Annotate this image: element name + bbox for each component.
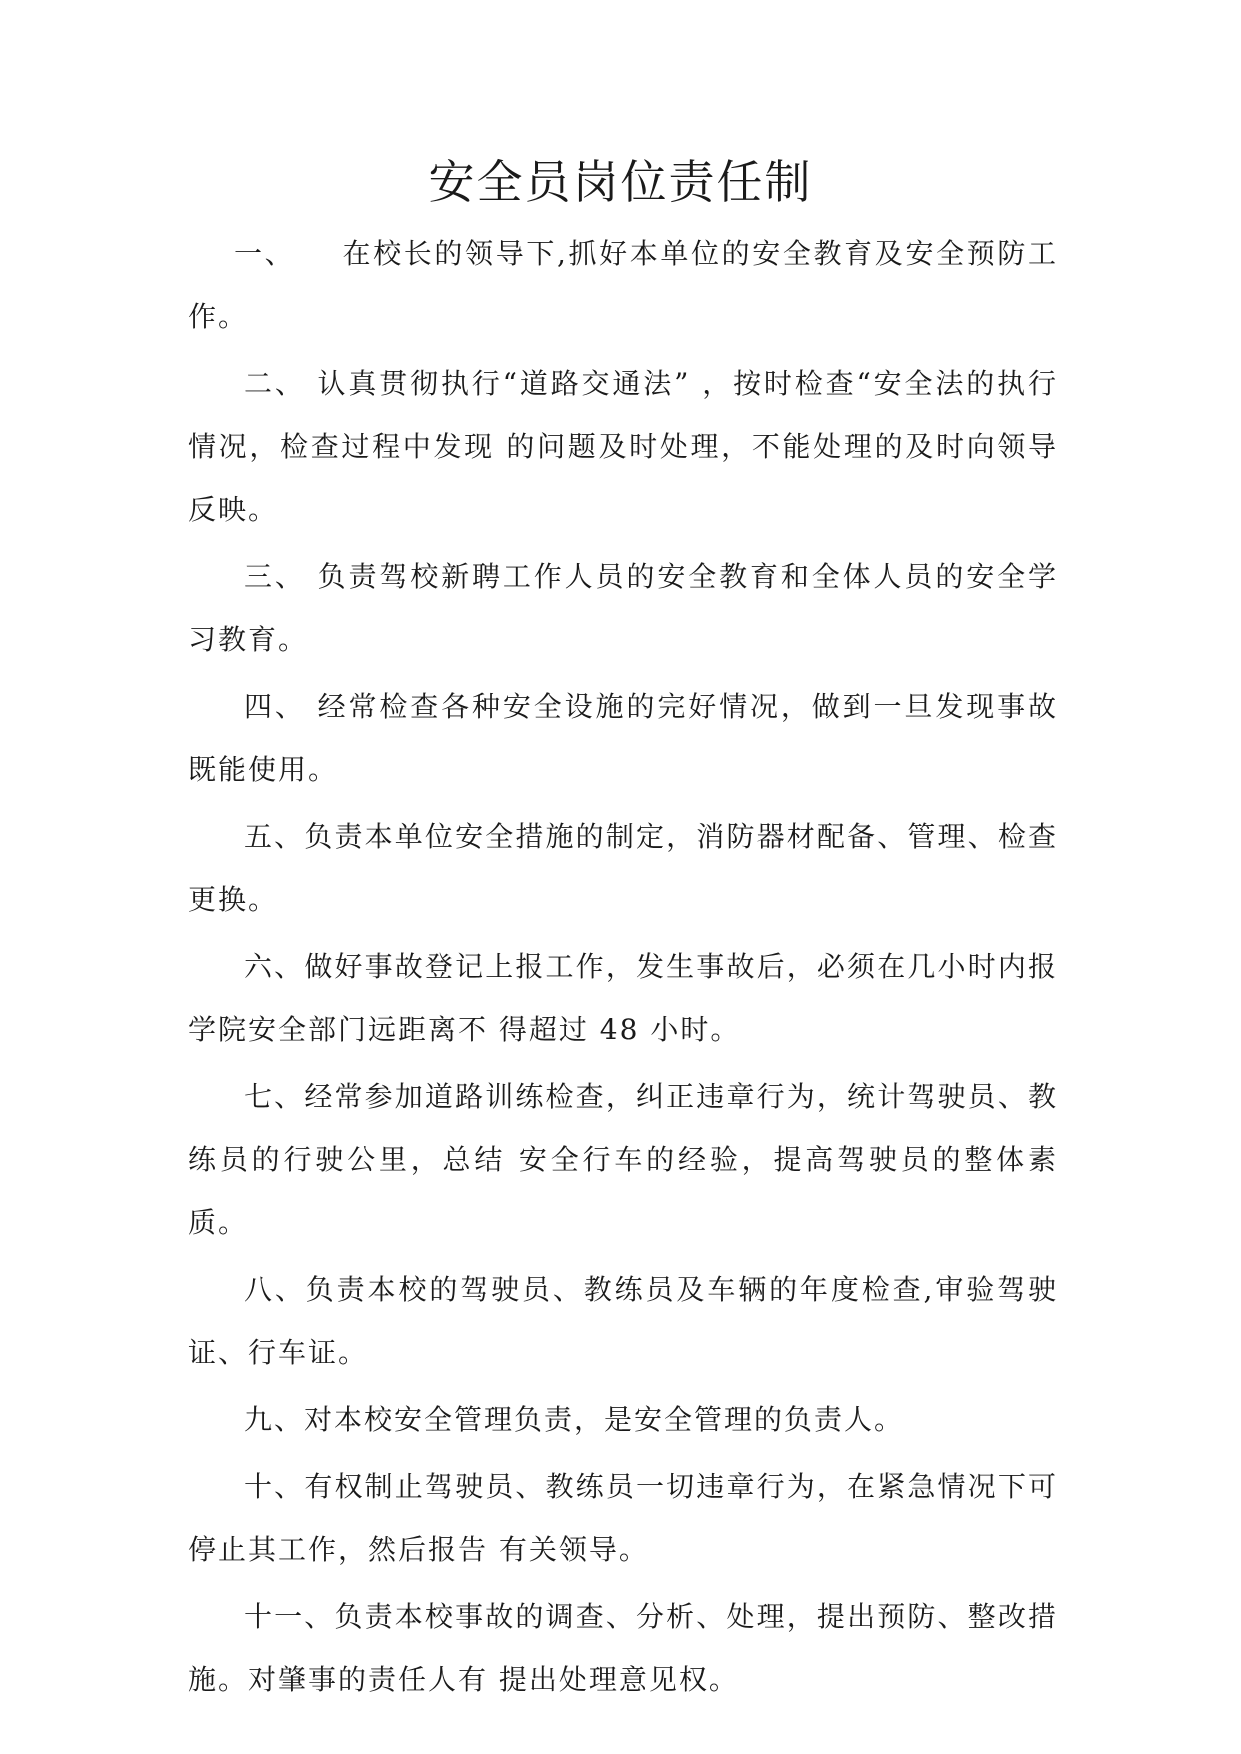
clause-text: 认真贯彻执行“道路交通法” ，按时检查“安全法的执行情况，检查过程中发现 的问题及时处理，不能处理的及时向领导反映。 [188, 367, 1058, 526]
clause-9 [188, 1388, 1058, 1451]
clause-1 [188, 222, 1058, 348]
clause-number: 九、 [244, 1403, 305, 1436]
clause-4 [188, 675, 1058, 801]
clause-gap [306, 690, 318, 723]
clause-gap [281, 237, 342, 270]
clause-number: 一、 [234, 237, 282, 270]
clause-number: 十、 [244, 1470, 305, 1503]
clause-2 [188, 352, 1058, 541]
clause-7 [188, 1065, 1058, 1254]
page-title: 安全员岗位责任制 [428, 155, 813, 209]
clause-number: 三、 [244, 560, 306, 593]
clause-text: 负责本校的驾驶员、教练员及车辆的年度检查,审验驾驶证、行车证。 [188, 1273, 1058, 1369]
clause-number: 二、 [244, 367, 306, 400]
clause-5 [188, 805, 1058, 931]
clause-text: 负责本校事故的调查、分析、处理，提出预防、整改措施。对肇事的责任人有 提出处理意见权。 [188, 1600, 1058, 1696]
clause-number: 六、 [244, 950, 305, 983]
clause-text: 经常参加道路训练检查，纠正违章行为，统计驾驶员、教练员的行驶公里，总结 安全行车的经验，提高驾驶员的整体素质。 [188, 1080, 1058, 1239]
clause-11 [188, 1585, 1058, 1711]
clause-6 [188, 935, 1058, 1061]
clause-text: 有权制止驾驶员、教练员一切违章行为，在紧急情况下可停止其工作，然后报告 有关领导。 [188, 1470, 1058, 1566]
clause-number: 七、 [244, 1080, 305, 1113]
clause-number: 十一、 [244, 1600, 335, 1633]
clause-text: 对本校安全管理负责，是安全管理的负责人。 [304, 1403, 905, 1436]
clause-text: 经常检查各种安全设施的完好情况，做到一旦发现事故既能使用。 [188, 690, 1058, 786]
clause-number: 八、 [244, 1273, 306, 1306]
document-body [188, 222, 1058, 1715]
clause-text: 负责本单位安全措施的制定，消防器材配备、管理、检查更换。 [188, 820, 1058, 916]
clause-text: 负责驾校新聘工作人员的安全教育和全体人员的安全学习教育。 [188, 560, 1058, 656]
clause-text: 在校长的领导下,抓好本单位的安全教育及安全预防工作。 [188, 237, 1058, 333]
clause-number: 四、 [244, 690, 306, 723]
clause-8 [188, 1258, 1058, 1384]
clause-3 [188, 545, 1058, 671]
clause-text: 做好事故登记上报工作，发生事故后，必须在几小时内报学院安全部门远距离不 得超过 48 小时。 [188, 950, 1058, 1046]
clause-number: 五、 [244, 820, 305, 853]
clause-10 [188, 1455, 1058, 1581]
clause-gap [306, 367, 318, 400]
clause-gap [306, 560, 318, 593]
